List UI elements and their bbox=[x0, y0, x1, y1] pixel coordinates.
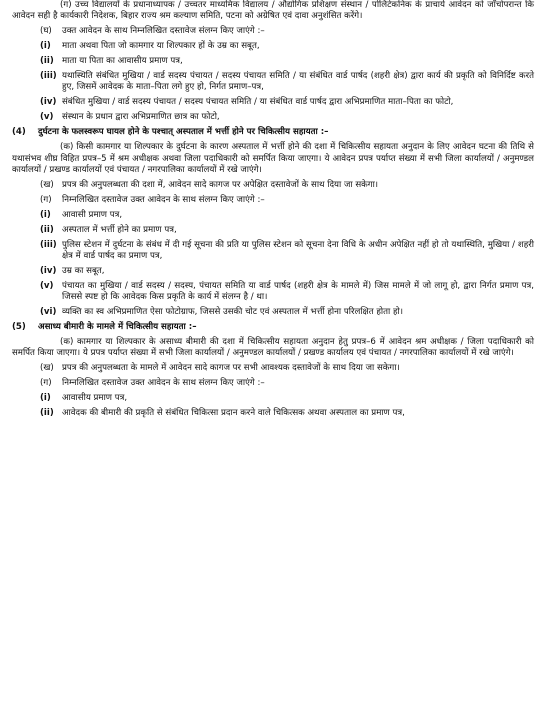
clause-text: निम्नलिखित दस्तावेज उक्त आवेदन के साथ संलग्न किए जाएंगे :– bbox=[62, 194, 265, 205]
clause-ka-paragraph: (क) किसी कामगार या शिल्पकार के दुर्घटना के कारण अस्पताल में भर्त्ती होने की दशा में चिकित्सीय सहायता अनुदान के लिए आवेदन घटना की तिथि से यथासंभव शीघ्र विहित प्रपत्र–5 में श्रम अधीक्षक अथवा जिला पदाधिकारी को समर्पित किया जाएगा। ये आवेदन प्रपत्र पर्याप्त संख्या में सभी जिला कार्यालयों / अनुमण्डल कार्यालयों / प्रखण्ड कार्यालयों एवं पंचायत / नगरपालिका कार्यालयों में रखे जाएंगे। bbox=[12, 142, 534, 175]
list-item bbox=[12, 71, 534, 94]
clause-marker: (ख) bbox=[40, 179, 54, 190]
list-item bbox=[12, 41, 534, 52]
list-item bbox=[12, 393, 534, 404]
item-text: यथास्थिति संबंधित मुखिया / वार्ड सदस्य पंचायत / सदस्य पंचायत समिति / या संबंधित वार्ड पार्षद (शहरी क्षेत्र) द्वारा कार्य की प्रकृति को विनिर्दिष्ट करते हुए, जिसमें आवेदक के माता–पिता लगे हुए हो, निर्गत प्रमाण–पत्र, bbox=[62, 71, 534, 93]
item-marker: (iv) bbox=[40, 97, 57, 108]
clause-ga bbox=[12, 378, 534, 389]
section-title: दुर्घटना के फलस्वरूप घायल होने के पश्चात् अस्पताल में भर्त्ती होने पर चिकित्सीय सहायता :– bbox=[38, 127, 329, 138]
clause-text: उक्त आवेदन के साथ निम्नलिखित दस्तावेज संलग्न किए जाएंगे :– bbox=[62, 26, 265, 37]
clause-kha bbox=[12, 363, 534, 374]
item-marker: (vi) bbox=[40, 307, 57, 318]
item-marker: (v) bbox=[40, 112, 54, 123]
section-4-heading bbox=[12, 127, 534, 138]
clause-text: निम्नलिखित दस्तावेज उक्त आवेदन के साथ संलग्न किए जाएंगे :– bbox=[62, 378, 265, 389]
clause-ga-paragraph: (ग) उच्च विद्यालयों के प्रधानाध्यापक / उच्चतर माध्यमिक विद्यालय / औद्योगिक प्रशिक्षण संस्थान / पोलिटेकनिक के प्राचार्य आवेदन को जाँचोपरान्त कि आवेदन सही है कार्यकारी निदेशक, बिहार राज्य श्रम कल्याण समिति, पटना को अग्रेषित एवं दावा अनुशंसित करेंगे। bbox=[12, 0, 534, 22]
clause-marker: (ग) bbox=[40, 194, 52, 205]
item-marker: (v) bbox=[40, 280, 54, 291]
list-item bbox=[12, 112, 534, 123]
item-text: संस्थान के प्रधान द्वारा अभिप्रमाणित छात्र का फोटो, bbox=[62, 112, 220, 123]
item-text: उम्र का सबूत, bbox=[62, 265, 105, 276]
item-marker: (iii) bbox=[40, 71, 57, 82]
list-item bbox=[12, 97, 534, 108]
clause-ga bbox=[12, 195, 534, 206]
item-marker: (ii) bbox=[40, 224, 54, 235]
item-marker: (iii) bbox=[40, 239, 57, 250]
item-text: आवेदक की बीमारी की प्रकृति से संबंधित चिकित्सा प्रदान करने वाले चिकित्सक अथवा अस्पताल का प्रमाण पत्र, bbox=[62, 408, 405, 419]
item-marker: (i) bbox=[40, 209, 51, 220]
clause-marker: (घ) bbox=[40, 26, 52, 37]
list-item bbox=[12, 307, 534, 318]
document-page bbox=[12, 0, 534, 423]
item-text: माता अथवा पिता जो कामगार या शिल्पकार हों के उम्र का सबूत, bbox=[62, 41, 260, 52]
item-marker: (iv) bbox=[40, 265, 57, 276]
item-marker: (i) bbox=[40, 393, 51, 404]
list-item bbox=[12, 408, 534, 419]
item-marker: (ii) bbox=[40, 408, 54, 419]
item-text: पंचायत का मुखिया / वार्ड सदस्य / सदस्य, पंचायत समिति या वार्ड पार्षद (शहरी क्षेत्र के मामले में) जिस मामले में जो लागू हो, द्वारा निर्गत प्रमाण पत्र, जिससे स्पष्ट हो कि आवेदक किस प्रकृति के कार्य में संलग्न है / था। bbox=[62, 280, 534, 303]
list-item bbox=[12, 281, 534, 304]
clause-ka-paragraph: (क) कामगार या शिल्पकार के असाध्य बीमारी की दशा में चिकित्सीय सहायता अनुदान हेतु प्रपत्र–6 में आवेदन श्रम अधीक्षक / जिला पदाधिकारी को समर्पित किया जाएगा। ये प्रपत्र पर्याप्त संख्या में सभी जिला कार्यालयों / अनुमण्डल कार्यालयों / प्रखण्ड कार्यालय एवं पंचायत / नगरपालिका कार्यालयों में रखे जाएंगे। bbox=[12, 336, 534, 359]
list-item bbox=[12, 56, 534, 67]
clause-text: प्रपत्र की अनुपलब्धता की दशा में, आवेदन सादे कागज पर अपेक्षित दस्तावेजों के साथ दिया जा सकेगा। bbox=[62, 179, 379, 190]
clause-kha bbox=[12, 180, 534, 191]
item-text: व्यक्ति का स्व अभिप्रमाणित ऐसा फोटोग्राफ, जिससे उसकी चोट एवं अस्पताल में भर्त्ती होना परिलक्षित होता हो। bbox=[62, 307, 404, 318]
item-text: आवासीय प्रमाण पत्र, bbox=[62, 393, 128, 404]
section-5-heading bbox=[12, 322, 534, 333]
list-item bbox=[12, 240, 534, 263]
section-title: असाध्य बीमारी के मामले में चिकित्सीय सहायता :– bbox=[38, 322, 197, 332]
item-text: माता या पिता का आवासीय प्रमाण पत्र, bbox=[62, 56, 183, 67]
section-number: (5) bbox=[12, 322, 26, 332]
list-item bbox=[12, 225, 534, 236]
section-number: (4) bbox=[12, 127, 26, 138]
item-marker: (ii) bbox=[40, 56, 54, 67]
clause-marker: (ग) bbox=[40, 378, 52, 389]
item-text: अस्पताल में भर्त्ती होने का प्रमाण पत्र, bbox=[62, 224, 177, 235]
item-marker: (i) bbox=[40, 41, 51, 52]
clause-gha bbox=[12, 26, 534, 37]
list-item bbox=[12, 266, 534, 277]
clause-text: प्रपत्र की अनुपलब्धता के मामले में आवेदन सादे कागज पर सभी आवश्यक दस्तावेजों के साथ दिया जा सकेगा। bbox=[62, 363, 400, 374]
item-text: पुलिस स्टेशन में दुर्घटना के संबंध में दी गई सूचना की प्रति या पुलिस स्टेशन को सूचना देना विधि के अधीन अपेक्षित नहीं हो तो यथास्थिति, मुखिया / शहरी क्षेत्र में वार्ड पार्षद का प्रमाण पत्र, bbox=[62, 239, 534, 261]
clause-marker: (ख) bbox=[40, 363, 54, 374]
item-text: संबंधित मुखिया / वार्ड सदस्य पंचायत / सदस्य पंचायत समिति / या संबंधित वार्ड पार्षद द्वारा अभिप्रमाणित माता–पिता का फोटो, bbox=[62, 97, 454, 108]
list-item bbox=[12, 210, 534, 221]
item-text: आवासी प्रमाण पत्र, bbox=[62, 209, 123, 220]
